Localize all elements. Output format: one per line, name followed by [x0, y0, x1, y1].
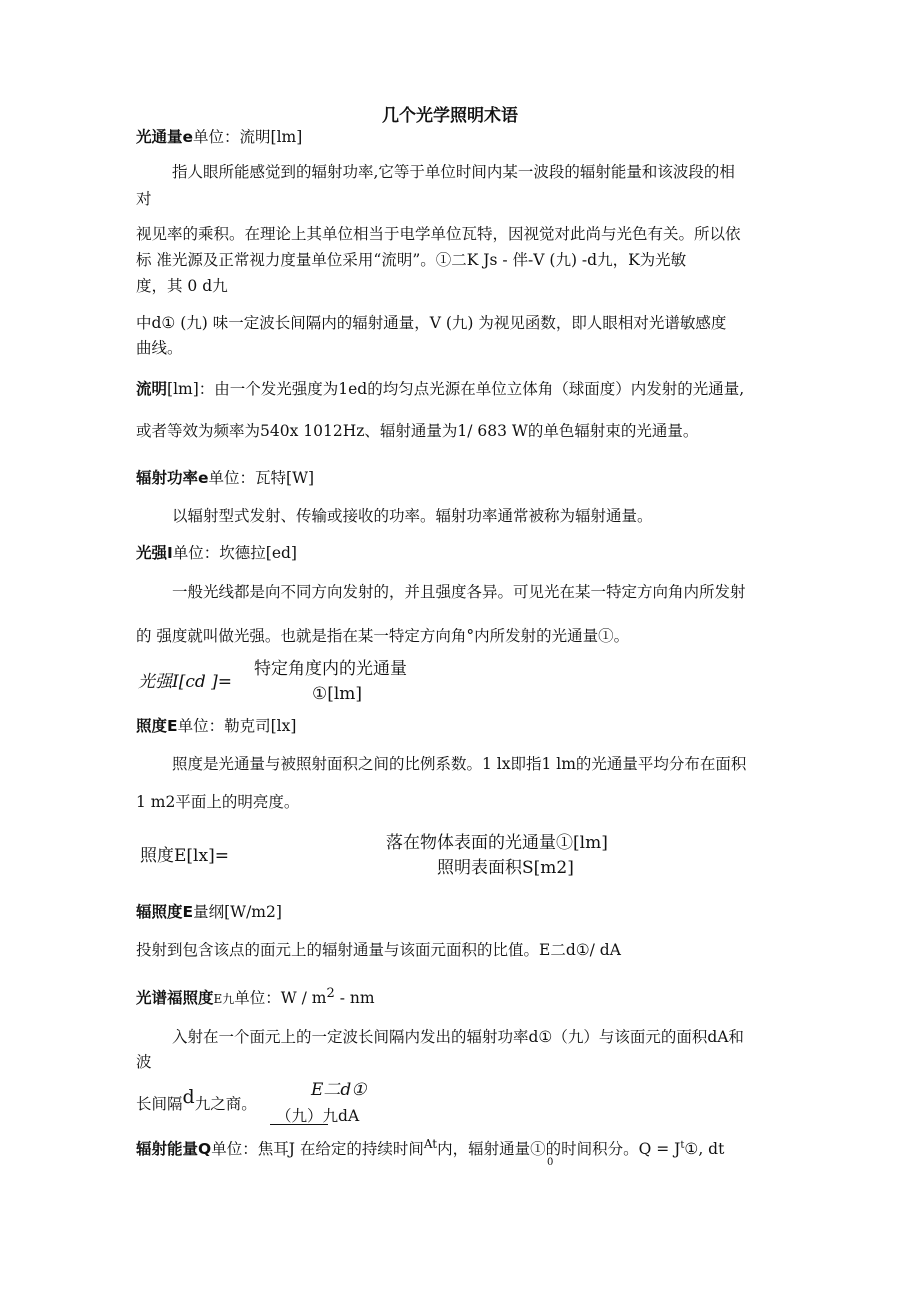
term-superscript: At [423, 1137, 438, 1151]
unit-tail: - nm [334, 989, 375, 1008]
formula-numerator: E二d① [311, 1080, 367, 1100]
paragraph-line: 以辐射型式发射、传输或接收的功率。辐射功率通常被称为辐射通量。 [172, 507, 653, 525]
paragraph-line: 的 强度就叫做光强。也就是指在某一特定方向角°内所发射的光通量①。 [136, 627, 630, 645]
paragraph-line: 视见率的乘积。在理论上其单位相当于电学单位瓦特，因视觉对此尚与光色有关。所以依 [136, 225, 741, 243]
text-fragment: 九之商。 [194, 1095, 257, 1113]
term-label: 光通量e [136, 128, 194, 146]
paragraph-line: 入射在一个面元上的一定波长间隔内发出的辐射功率d①（九）与该面元的面积dA和 [172, 1028, 744, 1046]
paragraph-line: 或者等效为频率为540x 1012Hz、辐射通量为1/ 683 W的单色辐射束的光通量。 [136, 422, 699, 440]
term-superscript: t [680, 1140, 685, 1151]
formula-numerator: 落在物体表面的光通量①[lm] [386, 833, 608, 853]
term-label: 照度E [136, 717, 178, 735]
paragraph-line: 对 [136, 190, 152, 208]
formula-numerator: 特定角度内的光通量 [254, 659, 407, 679]
term-irradiance [136, 902, 282, 922]
term-unit: 单位：勒克司[lx] [177, 717, 297, 735]
formula-denominator: ①[lm] [312, 684, 363, 704]
text-fragment: 长间隔 [136, 1095, 183, 1113]
term-luminous-intensity [136, 543, 297, 563]
paragraph-line: 波 [136, 1053, 152, 1071]
unit-superscript: 2 [326, 986, 335, 1001]
term-radiant-energy [136, 1134, 724, 1159]
term-label: 辐射能量Q [136, 1140, 212, 1159]
term-unit: 单位：瓦特[W] [208, 469, 315, 487]
paragraph-line: 中d① (九) 味一定波长间隔内的辐射通量，V (九) 为视见函数，即人眼相对光谱敏感度 [136, 314, 727, 332]
term-lumen [136, 379, 744, 399]
paragraph-line: 度，其 0 d九 [136, 277, 228, 295]
term-label: 流明 [136, 380, 168, 398]
term-spectral-irradiance [136, 984, 375, 1009]
term-illuminance [136, 716, 296, 736]
paragraph-line: 一般光线都是向不同方向发射的，并且强度各异。可见光在某一特定方向角内所发射 [172, 583, 746, 601]
formula-lhs: 光强I[cd ]= [138, 672, 233, 692]
paragraph-line: 1 m2平面上的明亮度。 [136, 793, 300, 811]
formula-lhs: 照度E[lx]= [140, 846, 229, 866]
formula-denominator [276, 1106, 359, 1126]
term-unit: 量纲[W/m2] [193, 903, 282, 921]
term-unit: 单位：W / m [234, 989, 327, 1008]
formula-denominator: 照明表面积S[m2] [437, 858, 574, 878]
text-fragment: 九dA [322, 1107, 360, 1125]
term-definition: 内，辐射通量①的时间积分。Q = J [437, 1140, 681, 1159]
term-unit: 单位：焦耳J 在给定的持续时间 [211, 1140, 424, 1159]
page-title: 几个光学照明术语 [382, 106, 518, 126]
term-luminous-flux [136, 127, 302, 147]
text-fragment: （九） [276, 1107, 323, 1125]
integral-lower-limit: 0 [547, 1157, 554, 1168]
paragraph-line: 照度是光通量与被照射面积之间的比例系数。1 lx即指1 lm的光通量平均分布在面积 [172, 755, 747, 773]
term-unit: 单位：流明[lm] [193, 128, 303, 146]
text-fragment: d [182, 1086, 195, 1108]
paragraph-line: 指人眼所能感觉到的辐射功率,它等于单位时间内某一波段的辐射能量和该波段的相 [172, 163, 735, 181]
paragraph-line: 投射到包含该点的面元上的辐射通量与该面元面积的比值。E二d①/ dA [136, 941, 621, 959]
term-subscript: E九 [213, 992, 235, 1007]
paragraph-line [136, 1086, 257, 1114]
term-unit: 单位：坎德拉[ed] [172, 544, 297, 562]
term-definition: [lm]：由一个发光强度为1ed的均匀点光源在单位立体角（球面度）内发射的光通量, [167, 380, 745, 398]
paragraph-line: 标 准光源及正常视力度量单位采用“流明”。①二K Js - 伴-V (九) -d九，K为光敏 [136, 251, 687, 269]
term-label: 辐射功率e [136, 469, 209, 487]
paragraph-line: 曲线。 [136, 339, 183, 357]
term-label: 光谱福照度 [136, 989, 214, 1008]
term-label: 光强I [136, 544, 173, 562]
term-radiant-power [136, 468, 314, 488]
term-definition: ①, dt [684, 1140, 725, 1159]
term-label: 辐照度E [136, 903, 194, 921]
